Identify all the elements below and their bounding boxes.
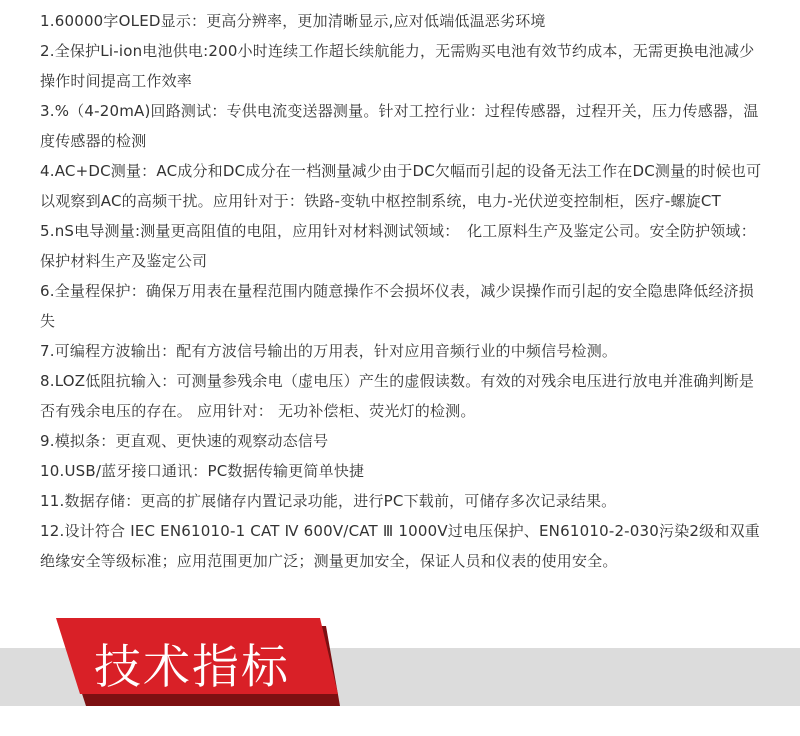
section-title: 技术指标 — [94, 640, 290, 695]
feature-item-12: 12.设计符合 IEC EN61010-1 CAT Ⅳ 600V/CAT Ⅲ 1000V过电压保护、EN61010-2-030污染2级和双重绝缘安全等级标准；应用范围更加广泛；测量更加安全，保证人员和仪表的使用安全。 — [40, 522, 760, 570]
feature-item-9: 9.模拟条：更直观、更快速的观察动态信号 — [40, 432, 329, 450]
feature-item-1: 1.60000字OLED显示：更高分辨率，更加清晰显示,应对低端低温恶劣环境 — [40, 12, 546, 30]
feature-item-11: 11.数据存储：更高的扩展储存内置记录功能，进行PC下载前，可储存多次记录结果。 — [40, 492, 617, 510]
feature-item-3: 3.%（4-20mA)回路测试：专供电流变送器测量。针对工控行业：过程传感器，过程开关，压力传感器，温度传感器的检测 — [40, 102, 759, 150]
feature-item-10: 10.USB/蓝牙接口通讯：PC数据传输更简单快捷 — [40, 462, 365, 480]
feature-list — [40, 6, 764, 576]
feature-item-2: 2.全保护Li-ion电池供电:200小时连续工作超长续航能力，无需购买电池有效节约成本，无需更换电池减少操作时间提高工作效率 — [40, 42, 755, 90]
feature-item-7: 7.可编程方波输出：配有方波信号输出的万用表，针对应用音频行业的中频信号检测。 — [40, 342, 618, 360]
feature-item-8: 8.LOZ低阻抗输入：可测量参残余电（虚电压）产生的虚假读数。有效的对残余电压进行放电并准确判断是否有残余电压的存在。 应用针对： 无功补偿柜、荧光灯的检测。 — [40, 372, 755, 420]
feature-item-6: 6.全量程保护：确保万用表在量程范围内随意操作不会损坏仪表，减少误操作而引起的安全隐患降低经济损失 — [40, 282, 754, 330]
feature-item-4: 4.AC+DC测量：AC成分和DC成分在一档测量减少由于DC欠幅而引起的设备无法工作在DC测量的时候也可以观察到AC的高频干扰。应用针对于：铁路-变轨中枢控制系统，电力-光伏逆变控制柜，医疗-螺旋CT — [40, 162, 762, 210]
feature-item-5: 5.nS电导测量:测量更高阻值的电阻，应用针对材料测试领域： 化工原料生产及鉴定公司。安全防护领域： 保护材料生产及鉴定公司 — [40, 222, 756, 270]
